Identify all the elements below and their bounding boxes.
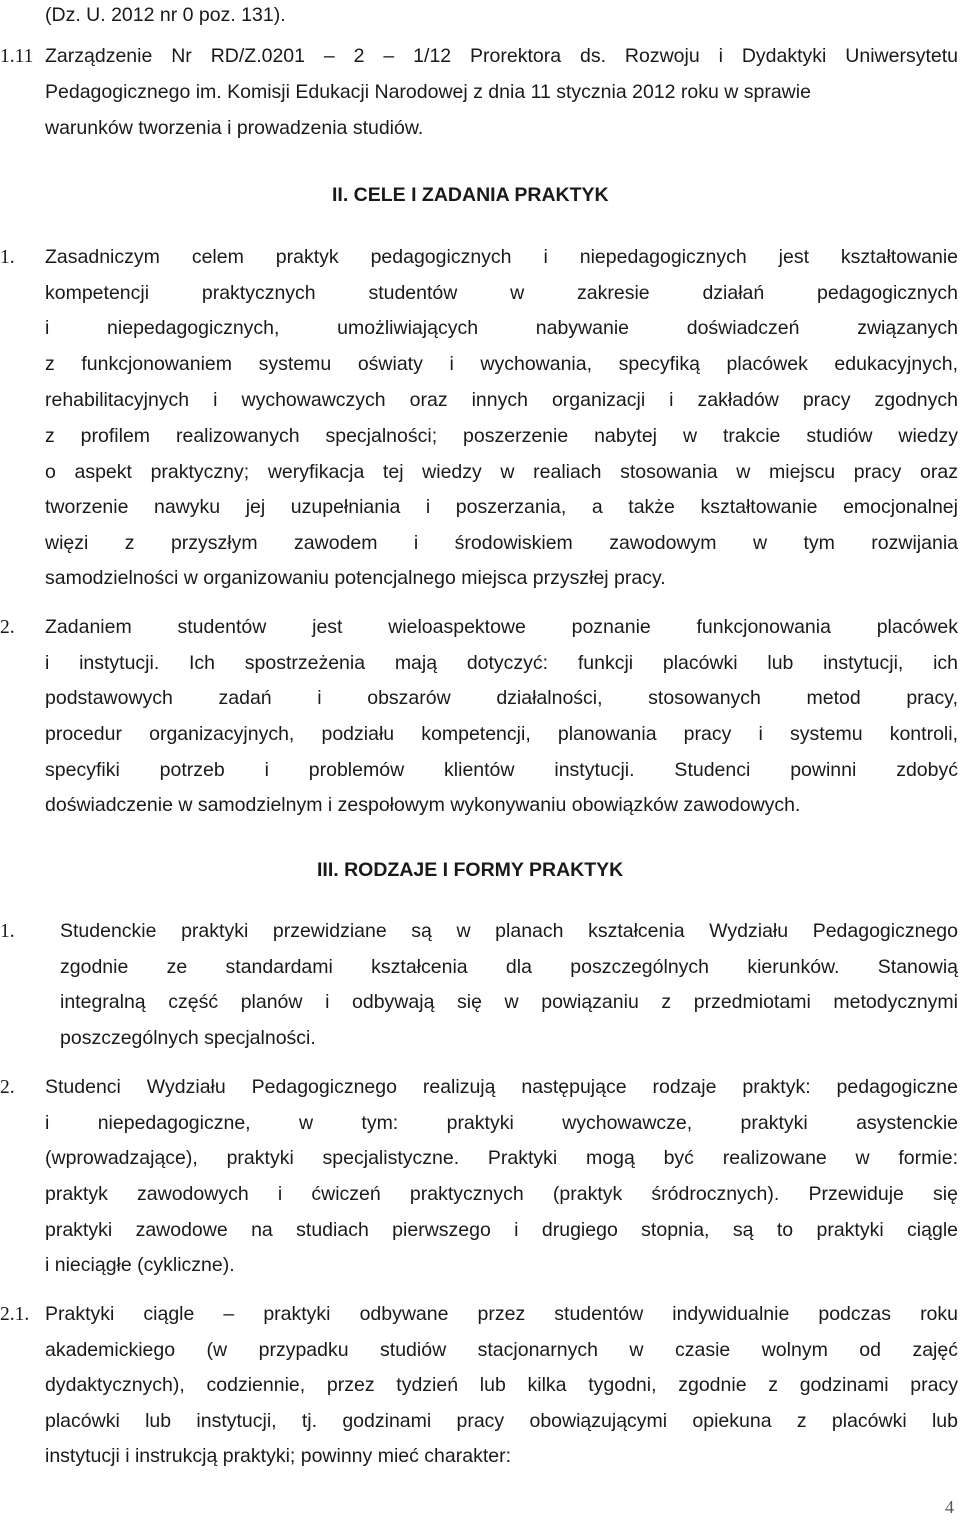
paragraph-line: instytucji i instrukcją praktyki; powinny mieć charakter: [45,1445,511,1467]
paragraph-line: samodzielności w organizowaniu potencjalnego miejsca przyszłej pracy. [45,567,666,589]
paragraph-line: Studenci Wydziału Pedagogicznego realizują następujące rodzaje praktyk: pedagogiczne [45,1076,958,1098]
paragraph-line: Zadaniem studentów jest wieloaspektowe poznanie funkcjonowania placówek [45,616,958,638]
paragraph-line: i instytucji. Ich spostrzeżenia mają dotyczyć: funkcji placówki lub instytucji, ich [45,652,958,674]
paragraph-line: z profilem realizowanych specjalności; poszerzenie nabytej w trakcie studiów wiedzy [45,425,958,447]
paragraph-line: Pedagogicznego im. Komisji Edukacji Narodowej z dnia 11 stycznia 2012 roku w sprawie [45,81,811,103]
paragraph-line: specyfiki potrzeb i problemów klientów instytucji. Studenci powinni zdobyć [45,759,958,781]
section-heading: III. RODZAJE I FORMY PRAKTYK [317,859,624,881]
paragraph-line: o aspekt praktyczny; weryfikacja tej wiedzy w realiach stosowania w miejscu pracy oraz [45,461,958,483]
paragraph-line: warunków tworzenia i prowadzenia studiów. [45,117,424,139]
paragraph-line: praktyk zawodowych i ćwiczeń praktycznych (praktyk śródrocznych). Przewiduje się [45,1183,958,1205]
paragraph-line: integralną część planów i odbywają się w powiązaniu z przedmiotami metodycznymi [60,991,958,1013]
legal-reference-line: (Dz. U. 2012 nr 0 poz. 131). [45,4,286,26]
page-number: 4 [945,1497,954,1517]
paragraph-line: i niepedagogiczne, w tym: praktyki wychowawcze, praktyki asystenckie [45,1112,958,1134]
paragraph-line: poszczególnych specjalności. [60,1027,316,1049]
paragraph-line: zgodnie ze standardami kształcenia dla poszczególnych kierunków. Stanowią [60,956,958,978]
item-number: 1.11 [0,46,34,67]
section-heading: II. CELE I ZADANIA PRAKTYK [332,184,609,206]
paragraph-line: i niepedagogicznych, umożliwiających nabywanie doświadczeń związanych [45,317,958,339]
paragraph-line: Studenckie praktyki przewidziane są w planach kształcenia Wydziału Pedagogicznego [60,920,958,942]
paragraph-line: akademickiego (w przypadku studiów stacjonarnych w czasie wolnym od zajęć [45,1339,958,1361]
item-number: 2. [0,1077,15,1098]
paragraph-line: praktyki zawodowe na studiach pierwszego i drugiego stopnia, są to praktyki ciągle [45,1219,958,1241]
paragraph-line: procedur organizacyjnych, podziału kompetencji, planowania pracy i systemu kontroli, [45,723,958,745]
paragraph-line: podstawowych zadań i obszarów działalności, stosowanych metod pracy, [45,687,958,709]
paragraph-line: rehabilitacyjnych i wychowawczych oraz innych organizacji i zakładów pracy zgodnych [45,389,958,411]
item-number: 1. [0,921,15,942]
paragraph-line: tworzenie nawyku jej uzupełniania i poszerzania, a także kształtowanie emocjonalnej [45,496,958,518]
paragraph-line: z funkcjonowaniem systemu oświaty i wychowania, specyfiką placówek edukacyjnych, [45,353,958,375]
paragraph-line: kompetencji praktycznych studentów w zakresie działań pedagogicznych [45,282,958,304]
item-number: 2. [0,617,15,638]
paragraph-line: (wprowadzające), praktyki specjalistyczne. Praktyki mogą być realizowane w formie: [45,1147,958,1169]
paragraph-line: Praktyki ciągle – praktyki odbywane przez studentów indywidualnie podczas roku [45,1303,958,1325]
paragraph-line: więzi z przyszłym zawodem i środowiskiem zawodowym w tym rozwijania [45,532,958,554]
paragraph-line: doświadczenie w samodzielnym i zespołowym wykonywaniu obowiązków zawodowych. [45,794,801,816]
paragraph-line: i nieciągłe (cykliczne). [45,1254,235,1276]
item-number: 2.1. [0,1304,30,1325]
paragraph-line: dydaktycznych), codziennie, przez tydzień lub kilka tygodni, zgodnie z godzinami pracy [45,1374,958,1396]
paragraph-line: Zasadniczym celem praktyk pedagogicznych i niepedagogicznych jest kształtowanie [45,246,958,268]
paragraph-line: placówki lub instytucji, tj. godzinami pracy obowiązującymi opiekuna z placówki lub [45,1410,958,1432]
paragraph-line: Zarządzenie Nr RD/Z.0201 – 2 – 1/12 Prorektora ds. Rozwoju i Dydaktyki Uniwersytetu [45,45,958,67]
item-number: 1. [0,247,15,268]
